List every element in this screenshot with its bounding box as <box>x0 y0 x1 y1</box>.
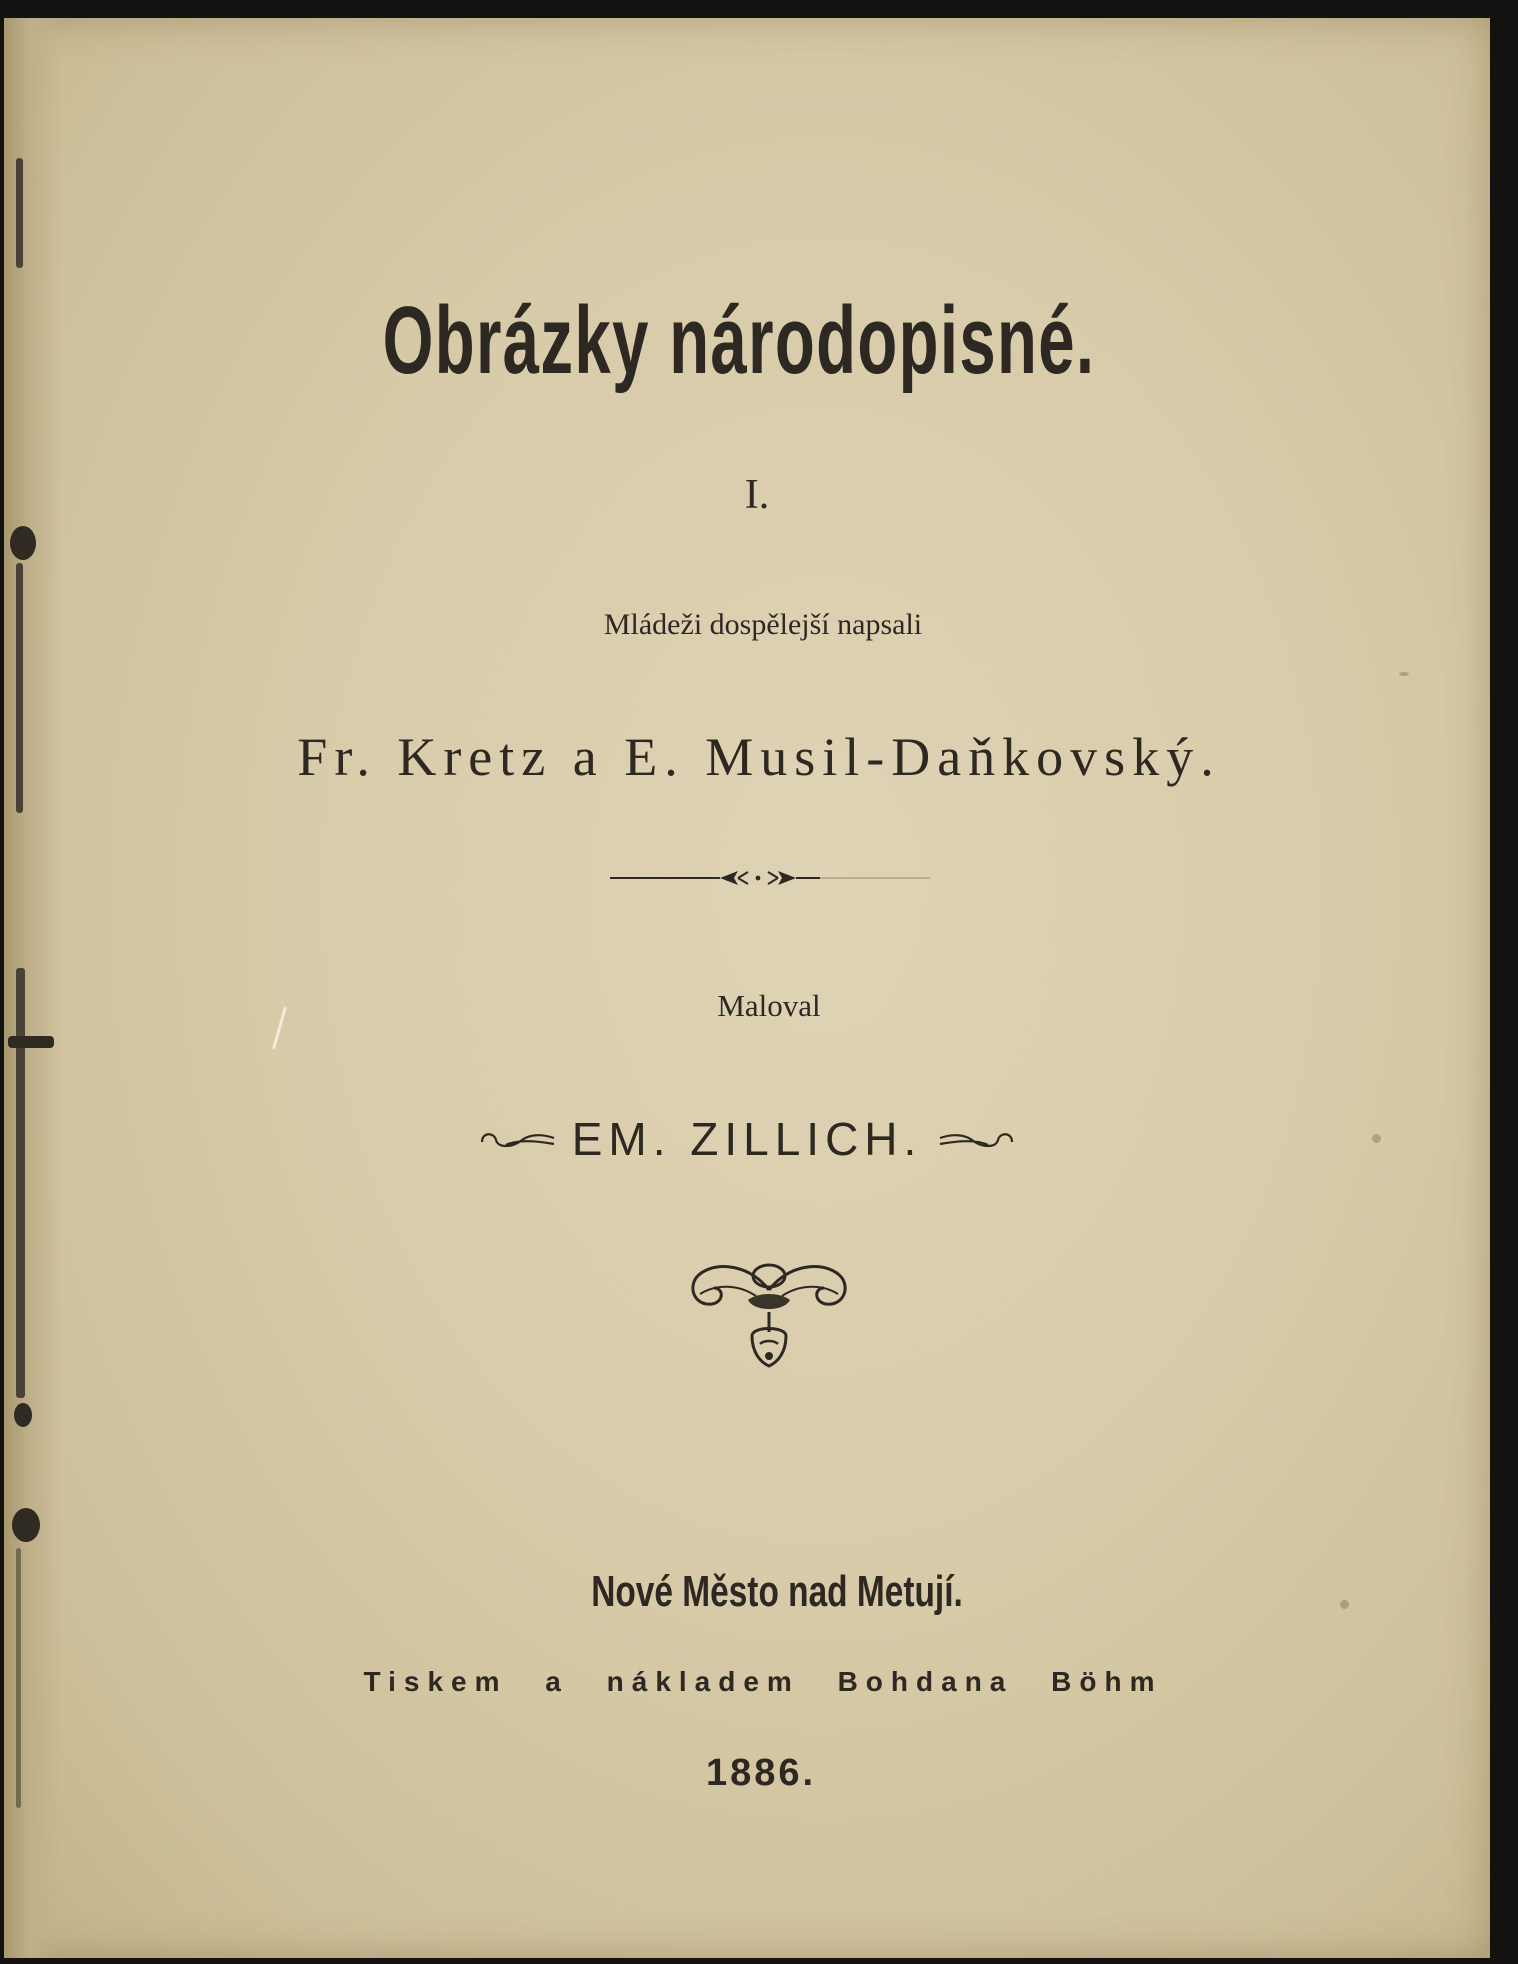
binding-stitch <box>16 968 25 1398</box>
left-flourish-icon <box>478 1124 558 1154</box>
binding-knot <box>14 1403 32 1427</box>
volume-number: I. <box>744 472 770 518</box>
ornament-vignette-icon <box>686 1256 852 1376</box>
illustrator-row <box>4 1104 1490 1174</box>
binding-clip <box>8 1036 54 1048</box>
paper-sheet <box>4 18 1490 1958</box>
binding-stitch <box>16 158 23 268</box>
illustrator-name: EM. ZILLICH. <box>571 1113 923 1165</box>
illustrated-by-label: Maloval <box>717 988 821 1023</box>
binding-knot <box>12 1508 40 1542</box>
publication-year: 1886. <box>705 1752 817 1794</box>
book-title: Obrázky národopisné. <box>382 287 1096 394</box>
dedication-line: Mládeži dospělejší napsali <box>603 608 923 641</box>
printer-line: Tiskem a nákladem Bohdana Böhm <box>363 1666 1163 1697</box>
arrow-divider-icon <box>610 858 930 898</box>
publication-place: Nové Město nad Metují. <box>591 1567 963 1616</box>
authors-line: Fr. Kretz a E. Musil-Daňkovský. <box>297 727 1221 787</box>
binding-knot <box>10 526 36 560</box>
right-flourish-icon <box>936 1124 1016 1154</box>
paper-spot <box>1399 672 1409 676</box>
